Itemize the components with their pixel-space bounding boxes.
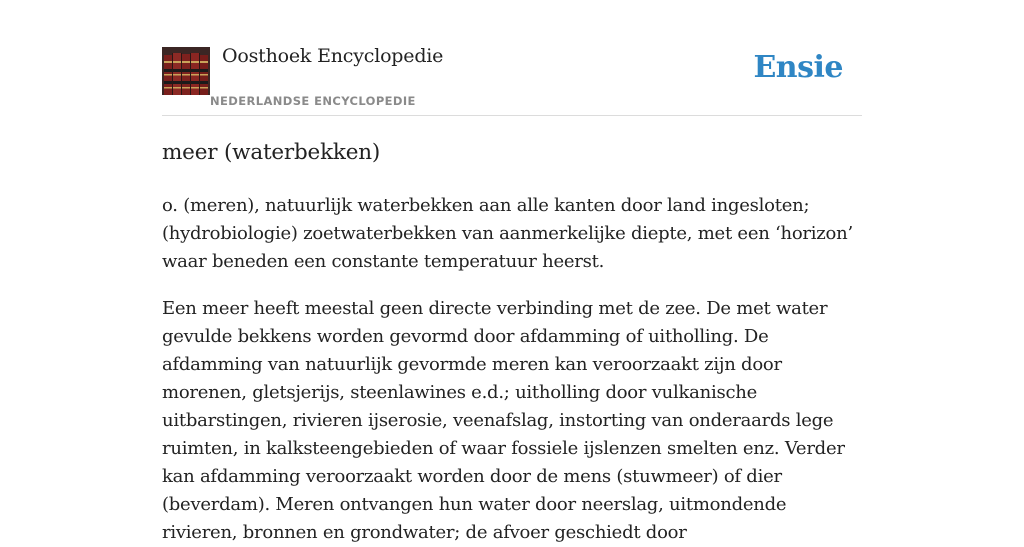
site-header <box>162 0 862 116</box>
page-container <box>162 0 862 543</box>
encyclopedia-books-avatar[interactable] <box>162 47 210 95</box>
books-image <box>162 47 210 95</box>
site-name-link[interactable]: Oosthoek Encyclopedie <box>222 45 444 67</box>
article-paragraph: o. (meren), natuurlijk waterbekken aan alle kanten door land ingesloten; (hydrobiologie) zoetwaterbekken van aanmerkelijke diepte, met een ‘horizon’ waar beneden een constante temperatuur heerst. <box>162 195 853 272</box>
ensie-logo-link[interactable]: Ensie <box>753 50 843 85</box>
site-subtitle: NEDERLANDSE ENCYCLOPEDIE <box>210 94 416 108</box>
article-title: meer (waterbekken) <box>162 140 381 165</box>
article-paragraph: Een meer heeft meestal geen directe verbinding met de zee. De met water gevulde bekkens worden gevormd door afdamming of uitholling. De afdamming van natuurlijk gevormde meren kan veroorzaakt zijn door morenen, gletsjerijs, steenlawines e.d.; uitholling door vulkanische uitbarstingen, rivieren ijserosie, veenafslag, instorting van onderaards lege ruimten, in kalksteengebieden of waar fossiele ijslenzen smelten enz. Verder kan afdamming veroorzaakt worden door de mens (stuwmeer) of dier (beverdam). Meren ontvangen hun water door neerslag, uitmondende rivieren, bronnen en grondwater; de afvoer geschiedt door <box>162 298 845 543</box>
